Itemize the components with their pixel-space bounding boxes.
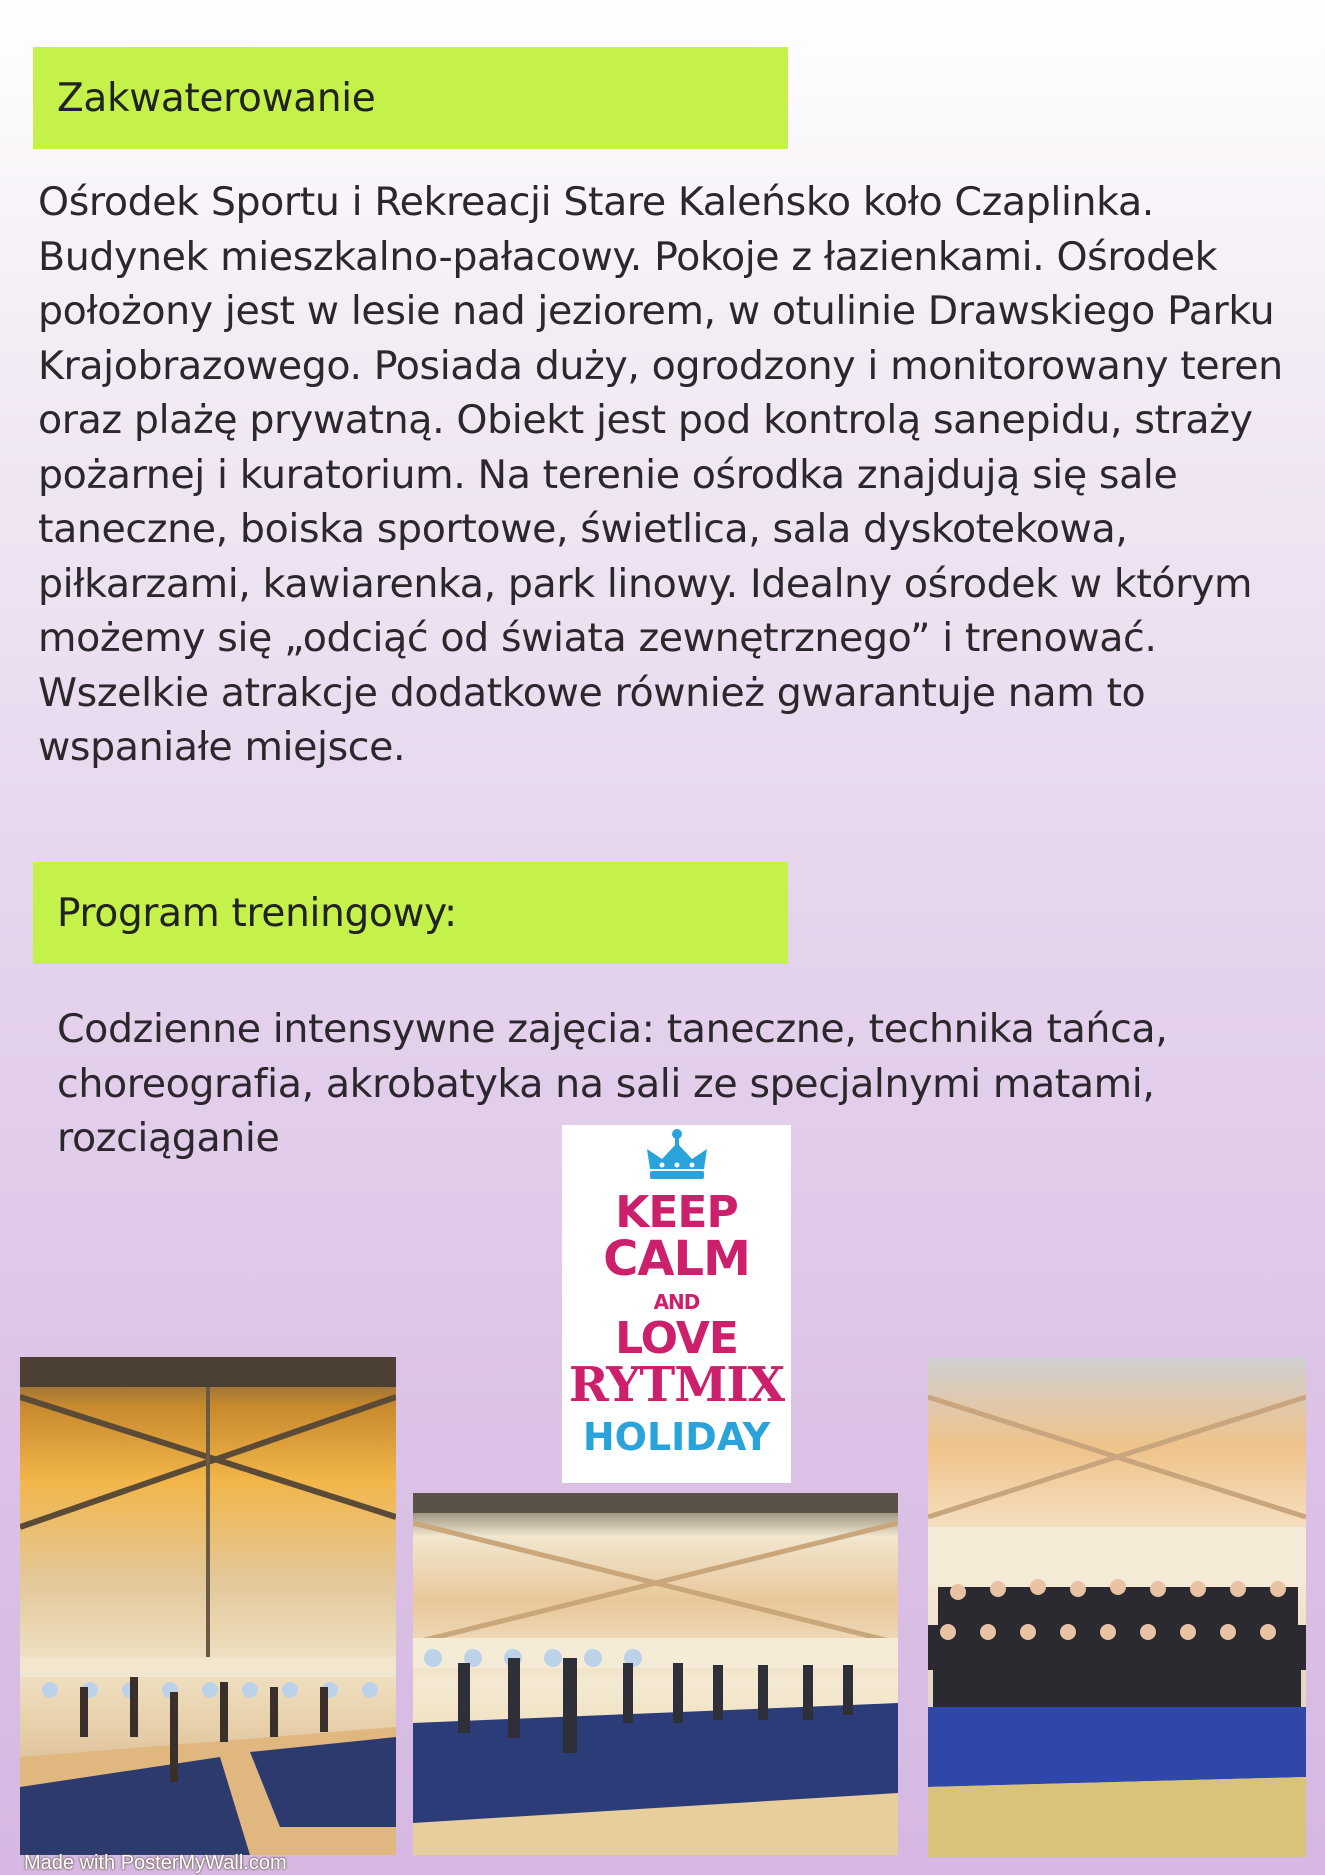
- keep-calm-poster: [562, 1125, 791, 1483]
- poster-line-calm: CALM: [603, 1231, 750, 1287]
- poster-line-rytmix: RYTMIX: [568, 1357, 785, 1413]
- accommodation-text: Ośrodek Sportu i Rekreacji Stare Kaleńsko koło Czaplinka. Budynek mieszkalno-pałacowy. Pokoje z łazienkami. Ośrodek położony jest w lesie nad jeziorem, w otulinie Drawskiego Parku Krajobrazowego. Posiada duży, ogrodzony i monitorowany teren oraz plażę prywatną. Obiekt jest pod kontrolą sanepidu, straży pożarnej i kuratorium. Na terenie ośrodka znajdują się sale taneczne, boiska sportowe, świetlica, sala dyskotekowa, piłkarzami, kawiarenka, park linowy. Idealny ośrodek w którym możemy się „odciąć od świata zewnętrznego” i trenować. Wszelkie atrakcje dodatkowe również gwarantuje nam to wspaniałe miejsce.: [38, 179, 1283, 770]
- photo-dance-hall-middle: [413, 1493, 898, 1855]
- training-heading: Program treningowy:: [57, 890, 457, 936]
- photo-group-right: [928, 1357, 1306, 1857]
- poster-line-love: LOVE: [615, 1313, 738, 1364]
- photo-dance-hall-left: [20, 1357, 396, 1855]
- watermark: Made with PosterMyWall.com: [24, 1852, 287, 1874]
- poster-line-and: AND: [653, 1290, 700, 1314]
- accommodation-heading-box: [33, 47, 788, 149]
- crown-icon: [642, 1127, 712, 1187]
- poster-line-holiday: HOLIDAY: [582, 1415, 771, 1459]
- training-text: Codzienne intensywne zajęcia: taneczne, technika tańca, choreografia, akrobatyka na sali ze specjalnymi matami, rozciąganie: [57, 1006, 1168, 1161]
- poster-line-keep: KEEP: [615, 1187, 738, 1238]
- training-heading-box: [33, 862, 788, 964]
- accommodation-heading: Zakwaterowanie: [57, 75, 376, 121]
